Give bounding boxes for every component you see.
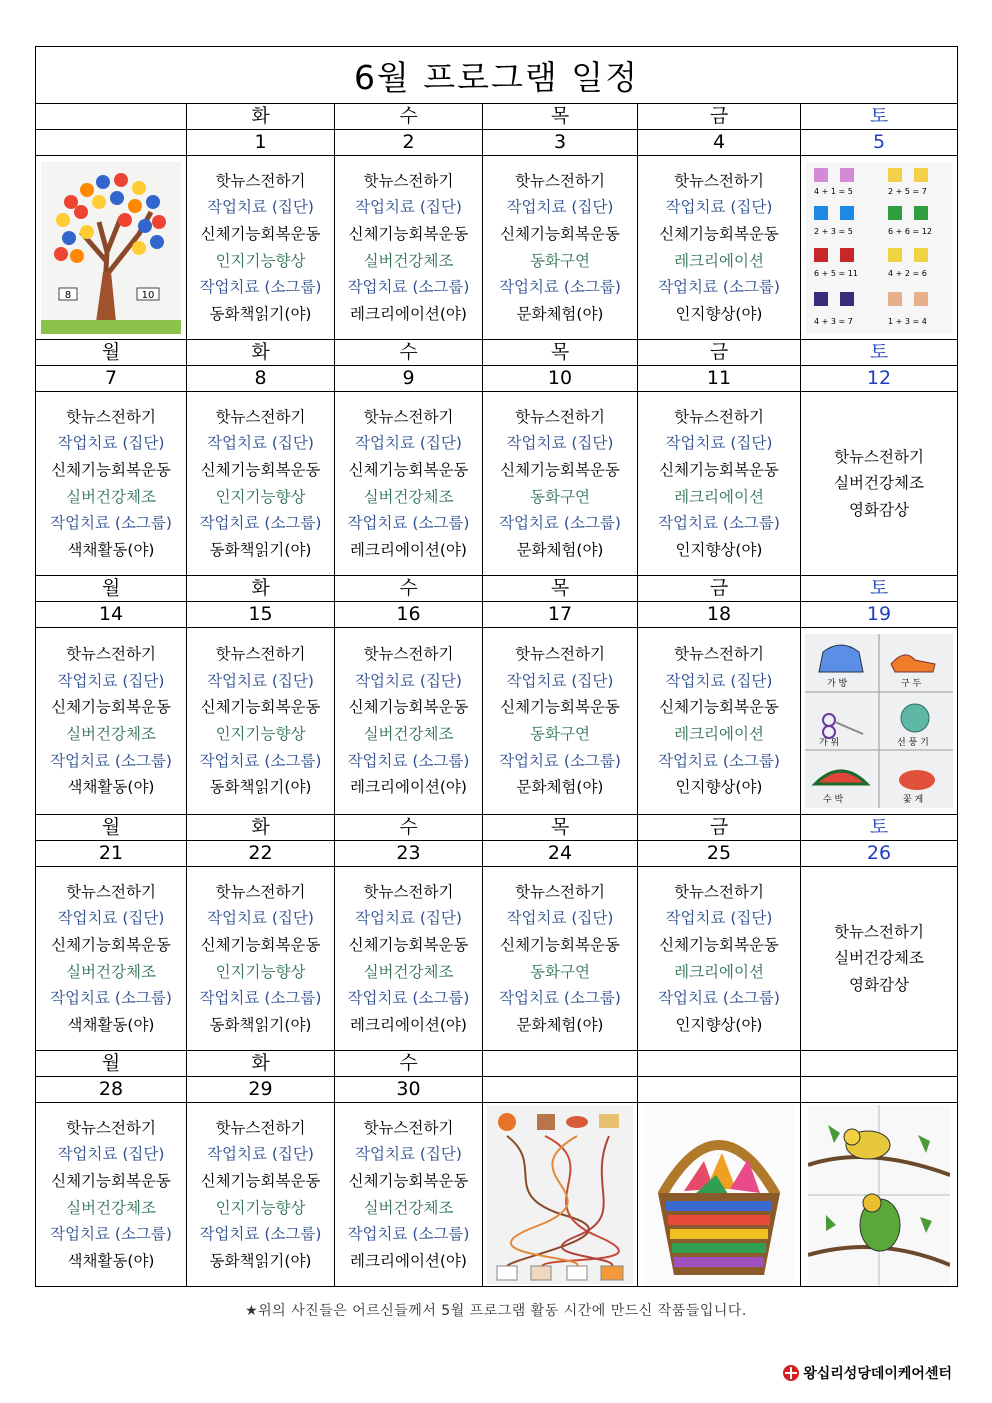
program-item: 작업치료 (소그룹) — [199, 278, 322, 297]
program-item: 실버건강체조 — [66, 962, 156, 981]
date-cell: 7 — [36, 366, 187, 392]
program-item: 핫뉴스전하기 — [363, 407, 454, 426]
program-item: 작업치료 (소그룹) — [50, 751, 172, 770]
day-header: 목 — [483, 815, 638, 841]
program-item: 레크리에이션 — [674, 487, 764, 506]
day-header: 금 — [638, 340, 801, 366]
program-item: 문화체험(야) — [516, 1015, 604, 1034]
program-item: 신체기능회복운동 — [51, 1171, 171, 1190]
program-item: 작업치료 (집단) — [207, 198, 314, 217]
program-item: 핫뉴스전하기 — [515, 645, 605, 664]
program-item: 작업치료 (집단) — [506, 671, 614, 690]
program-cell-mon-14 — [36, 628, 187, 815]
program-item: 핫뉴스전하기 — [215, 1118, 306, 1137]
program-item: 신체기능회복운동 — [500, 224, 620, 243]
program-item: 작업치료 (소그룹) — [50, 1225, 172, 1244]
schedule-sheet — [35, 46, 957, 1290]
program-item: 레크리에이션 — [674, 725, 764, 743]
program-item: 핫뉴스전하기 — [215, 407, 306, 426]
program-item: 영화감상 — [849, 500, 909, 519]
program-item: 레크리에이션(야) — [350, 1015, 467, 1034]
date-cell: 10 — [483, 366, 638, 392]
program-item: 인지향상(야) — [675, 304, 763, 323]
program-item: 신체기능회복운동 — [659, 460, 779, 479]
program-item: 작업치료 (소그룹) — [199, 1225, 322, 1244]
program-cell-tue-15 — [187, 628, 335, 815]
program-item: 실버건강체조 — [363, 962, 454, 981]
date-cell — [36, 130, 187, 156]
program-item: 실버건강체조 — [363, 251, 454, 270]
date-cell: 24 — [483, 841, 638, 867]
word-card-label: 꽃 게 — [903, 795, 924, 805]
schedule-table — [35, 46, 958, 1287]
date-cell-saturday: 26 — [801, 841, 958, 867]
date-cell — [483, 1077, 638, 1103]
program-item: 작업치료 (소그룹) — [199, 751, 322, 770]
date-cell: 18 — [638, 602, 801, 628]
program-item: 동화책읽기(야) — [209, 540, 312, 559]
program-item: 작업치료 (집단) — [355, 1145, 462, 1164]
program-item: 레크리에이션(야) — [350, 304, 467, 323]
program-item: 실버건강체조 — [834, 474, 924, 493]
program-cell-fri-18 — [638, 628, 801, 815]
program-item: 작업치료 (소그룹) — [347, 751, 470, 770]
date-cell: 1 — [187, 130, 335, 156]
program-item: 레크리에이션(야) — [350, 778, 467, 797]
program-item: 핫뉴스전하기 — [674, 407, 764, 426]
day-header: 수 — [335, 1051, 483, 1077]
dice-artwork-icon — [806, 162, 952, 334]
day-header — [801, 1051, 958, 1077]
program-item: 작업치료 (소그룹) — [658, 751, 780, 770]
date-cell: 21 — [36, 841, 187, 867]
program-item: 문화체험(야) — [516, 778, 604, 797]
dice-equation: 4 + 1 = 5 — [814, 186, 853, 196]
program-item: 작업치료 (집단) — [506, 434, 614, 453]
day-header — [36, 104, 187, 130]
program-item: 작업치료 (소그룹) — [499, 278, 621, 297]
program-item: 핫뉴스전하기 — [834, 447, 924, 466]
program-item: 핫뉴스전하기 — [515, 171, 605, 190]
program-item: 작업치료 (집단) — [665, 909, 773, 928]
day-header: 월 — [36, 340, 187, 366]
dice-equation: 6 + 5 = 11 — [814, 268, 858, 278]
date-cell — [801, 1077, 958, 1103]
program-item: 작업치료 (집단) — [207, 671, 314, 690]
date-cell: 11 — [638, 366, 801, 392]
program-item: 인지기능향상 — [215, 725, 306, 743]
program-item: 작업치료 (집단) — [355, 671, 462, 690]
program-item: 작업치료 (집단) — [355, 434, 462, 453]
program-item: 실버건강체조 — [363, 725, 454, 743]
day-header — [483, 1051, 638, 1077]
day-header: 화 — [187, 1051, 335, 1077]
day-header: 목 — [483, 104, 638, 130]
word-card-label: 가 방 — [827, 679, 848, 689]
program-item: 핫뉴스전하기 — [215, 645, 306, 664]
program-item: 핫뉴스전하기 — [215, 171, 306, 190]
program-cell-wed-23 — [335, 867, 483, 1051]
program-cell-wed-30 — [335, 1103, 483, 1287]
program-item: 핫뉴스전하기 — [215, 882, 306, 901]
dice-equation: 4 + 2 = 6 — [888, 268, 927, 278]
day-header: 금 — [638, 815, 801, 841]
program-cell-tue-1 — [187, 156, 335, 340]
program-item: 신체기능회복운동 — [200, 935, 321, 954]
program-item: 작업치료 (집단) — [207, 434, 314, 453]
day-header: 월 — [36, 1051, 187, 1077]
program-item: 실버건강체조 — [834, 949, 924, 968]
program-item: 신체기능회복운동 — [659, 698, 779, 717]
program-item: 신체기능회복운동 — [348, 1171, 469, 1190]
program-item: 작업치료 (소그룹) — [347, 514, 470, 533]
program-item: 실버건강체조 — [363, 487, 454, 506]
date-cell: 16 — [335, 602, 483, 628]
day-header: 수 — [335, 576, 483, 602]
program-item: 실버건강체조 — [363, 1198, 454, 1217]
program-item: 신체기능회복운동 — [500, 935, 620, 954]
program-cell-thu-24 — [483, 867, 638, 1051]
program-item: 작업치료 (집단) — [207, 1145, 314, 1164]
date-cell-saturday: 12 — [801, 366, 958, 392]
date-cell: 23 — [335, 841, 483, 867]
program-cell-mon-28 — [36, 1103, 187, 1287]
program-item: 동화책읽기(야) — [209, 304, 312, 323]
program-item: 핫뉴스전하기 — [515, 882, 605, 901]
program-item: 핫뉴스전하기 — [363, 882, 454, 901]
dice-equation: 1 + 3 = 4 — [888, 316, 927, 326]
date-cell: 15 — [187, 602, 335, 628]
program-item: 작업치료 (소그룹) — [347, 989, 470, 1008]
day-header: 화 — [187, 104, 335, 130]
day-header: 화 — [187, 815, 335, 841]
program-item: 작업치료 (소그룹) — [50, 989, 172, 1008]
date-cell: 3 — [483, 130, 638, 156]
program-item: 인지기능향상 — [215, 487, 306, 506]
program-item: 실버건강체조 — [66, 725, 156, 743]
program-item: 작업치료 (집단) — [665, 434, 773, 453]
day-header: 화 — [187, 340, 335, 366]
date-cell: 8 — [187, 366, 335, 392]
program-item: 문화체험(야) — [516, 304, 604, 323]
program-item: 인지기능향상 — [215, 962, 306, 981]
word-card-label: 구 두 — [901, 679, 922, 689]
day-header-saturday: 토 — [801, 576, 958, 602]
program-item: 작업치료 (집단) — [207, 909, 314, 928]
program-item: 인지기능향상 — [215, 251, 306, 270]
program-item: 작업치료 (집단) — [57, 671, 165, 690]
brand-footer — [783, 1363, 952, 1383]
program-item: 실버건강체조 — [66, 1198, 156, 1217]
program-item: 레크리에이션 — [674, 251, 764, 270]
program-item: 작업치료 (소그룹) — [347, 1225, 470, 1244]
date-cell — [638, 1077, 801, 1103]
artwork-dice-photo — [801, 156, 958, 340]
program-item: 인지기능향상 — [215, 1198, 306, 1217]
artwork-birds-photo — [801, 1103, 958, 1287]
program-item: 신체기능회복운동 — [348, 935, 469, 954]
program-cell-fri-11 — [638, 392, 801, 576]
program-item: 핫뉴스전하기 — [363, 171, 454, 190]
program-item: 신체기능회복운동 — [200, 698, 321, 717]
date-cell: 9 — [335, 366, 483, 392]
program-item: 신체기능회복운동 — [51, 935, 171, 954]
program-item: 색채활동(야) — [67, 1251, 155, 1270]
date-cell: 28 — [36, 1077, 187, 1103]
program-item: 동화책읽기(야) — [209, 1251, 312, 1270]
program-item: 작업치료 (집단) — [506, 198, 614, 217]
program-item: 신체기능회복운동 — [659, 935, 779, 954]
program-item: 신체기능회복운동 — [200, 1171, 321, 1190]
program-item: 작업치료 (집단) — [665, 671, 773, 690]
program-cell-mon-7 — [36, 392, 187, 576]
program-item: 핫뉴스전하기 — [66, 882, 156, 901]
program-cell-tue-29 — [187, 1103, 335, 1287]
dice-equation: 6 + 6 = 12 — [888, 226, 932, 236]
date-cell: 29 — [187, 1077, 335, 1103]
birds-coloring-artwork-icon — [808, 1105, 950, 1285]
date-cell-saturday: 5 — [801, 130, 958, 156]
program-cell-thu-3 — [483, 156, 638, 340]
word-card-label: 수 박 — [823, 795, 844, 805]
program-item: 신체기능회복운동 — [659, 224, 779, 243]
date-cell: 17 — [483, 602, 638, 628]
program-item: 색채활동(야) — [67, 778, 155, 797]
program-cell-wed-16 — [335, 628, 483, 815]
program-item: 작업치료 (소그룹) — [199, 989, 322, 1008]
program-cell-fri-25 — [638, 867, 801, 1051]
program-item: 핫뉴스전하기 — [674, 645, 764, 664]
program-cell-sat-26 — [801, 867, 958, 1051]
program-item: 색채활동(야) — [67, 1015, 155, 1034]
program-item: 신체기능회복운동 — [348, 224, 469, 243]
day-header: 월 — [36, 815, 187, 841]
date-cell: 22 — [187, 841, 335, 867]
program-item: 영화감상 — [849, 975, 909, 994]
program-item: 인지향상(야) — [675, 1015, 763, 1034]
program-item: 작업치료 (소그룹) — [499, 751, 621, 770]
page-title: 6월 프로그램 일정 — [36, 47, 958, 104]
tree-count-label: 8 — [64, 289, 72, 301]
program-item: 작업치료 (집단) — [57, 434, 165, 453]
program-item: 색채활동(야) — [67, 540, 155, 559]
program-cell-sat-12 — [801, 392, 958, 576]
program-item: 인지향상(야) — [675, 778, 763, 797]
day-header: 수 — [335, 340, 483, 366]
caritas-cross-icon — [783, 1365, 799, 1381]
program-item: 신체기능회복운동 — [348, 698, 469, 717]
program-item: 문화체험(야) — [516, 540, 604, 559]
day-header: 금 — [638, 576, 801, 602]
program-item: 작업치료 (소그룹) — [499, 514, 621, 533]
program-item: 핫뉴스전하기 — [674, 882, 764, 901]
program-cell-tue-8 — [187, 392, 335, 576]
program-item: 핫뉴스전하기 — [66, 645, 156, 664]
program-item: 동화책읽기(야) — [209, 1015, 312, 1034]
program-item: 핫뉴스전하기 — [66, 407, 156, 426]
program-item: 레크리에이션 — [674, 962, 764, 981]
program-item: 작업치료 (집단) — [355, 909, 462, 928]
day-header: 수 — [335, 815, 483, 841]
program-cell-thu-17 — [483, 628, 638, 815]
dice-equation: 2 + 5 = 7 — [888, 186, 927, 196]
day-header-saturday: 토 — [801, 104, 958, 130]
program-item: 핫뉴스전하기 — [66, 1118, 156, 1137]
artwork-maze-photo — [483, 1103, 638, 1287]
program-item: 작업치료 (집단) — [355, 198, 462, 217]
program-cell-fri-4 — [638, 156, 801, 340]
program-item: 동화구연 — [530, 487, 590, 506]
program-item: 레크리에이션(야) — [350, 1251, 467, 1270]
tree-count-label: 10 — [141, 289, 155, 301]
program-item: 신체기능회복운동 — [200, 224, 321, 243]
program-item: 신체기능회복운동 — [500, 460, 620, 479]
program-item: 작업치료 (집단) — [57, 1145, 165, 1164]
line-maze-artwork-icon — [487, 1106, 633, 1284]
tree-artwork-icon — [41, 162, 181, 334]
flower-basket-artwork-icon — [644, 1105, 794, 1285]
program-item: 핫뉴스전하기 — [363, 645, 454, 664]
program-item: 신체기능회복운동 — [51, 698, 171, 717]
day-header-saturday: 토 — [801, 340, 958, 366]
program-item: 실버건강체조 — [66, 487, 156, 506]
program-item: 신체기능회복운동 — [200, 460, 321, 479]
program-item: 레크리에이션(야) — [350, 540, 467, 559]
program-item: 작업치료 (집단) — [57, 909, 165, 928]
program-item: 동화구연 — [530, 251, 590, 270]
program-cell-wed-9 — [335, 392, 483, 576]
program-item: 신체기능회복운동 — [51, 460, 171, 479]
date-cell: 25 — [638, 841, 801, 867]
day-header: 목 — [483, 576, 638, 602]
day-header: 월 — [36, 576, 187, 602]
date-cell: 30 — [335, 1077, 483, 1103]
date-cell: 2 — [335, 130, 483, 156]
program-item: 인지향상(야) — [675, 540, 763, 559]
program-item: 작업치료 (소그룹) — [499, 989, 621, 1008]
program-item: 동화구연 — [530, 962, 590, 981]
program-item: 작업치료 (소그룹) — [658, 514, 780, 533]
program-item: 동화구연 — [530, 725, 590, 743]
day-header: 목 — [483, 340, 638, 366]
word-card-label: 선 풍 기 — [897, 738, 929, 748]
program-item: 핫뉴스전하기 — [674, 171, 764, 190]
program-item: 핫뉴스전하기 — [834, 922, 924, 941]
artwork-tree-photo — [36, 156, 187, 340]
program-item: 작업치료 (소그룹) — [347, 278, 470, 297]
day-header — [638, 1051, 801, 1077]
program-item: 작업치료 (집단) — [506, 909, 614, 928]
program-item: 동화책읽기(야) — [209, 778, 312, 797]
program-item: 신체기능회복운동 — [348, 460, 469, 479]
day-header: 수 — [335, 104, 483, 130]
program-cell-mon-21 — [36, 867, 187, 1051]
day-header: 금 — [638, 104, 801, 130]
program-item: 작업치료 (소그룹) — [658, 989, 780, 1008]
program-cell-thu-10 — [483, 392, 638, 576]
program-cell-wed-2 — [335, 156, 483, 340]
program-item: 신체기능회복운동 — [500, 698, 620, 717]
program-cell-tue-22 — [187, 867, 335, 1051]
program-item: 작업치료 (소그룹) — [199, 514, 322, 533]
day-header: 화 — [187, 576, 335, 602]
dice-equation: 4 + 3 = 7 — [814, 316, 853, 326]
program-item: 핫뉴스전하기 — [515, 407, 605, 426]
artwork-words-photo — [801, 628, 958, 815]
artwork-basket-photo — [638, 1103, 801, 1287]
brand-name: 왕십리성당데이케어센터 — [803, 1366, 952, 1382]
program-item: 작업치료 (집단) — [665, 198, 773, 217]
program-item: 핫뉴스전하기 — [363, 1118, 454, 1137]
footnote: ★위의 사진들은 어르신들께서 5월 프로그램 활동 시간에 만드신 작품들입니다. — [245, 1303, 747, 1319]
date-cell: 4 — [638, 130, 801, 156]
word-cards-artwork-icon — [805, 634, 953, 808]
date-cell-saturday: 19 — [801, 602, 958, 628]
program-item: 작업치료 (소그룹) — [50, 514, 172, 533]
word-card-label: 가 위 — [819, 738, 840, 748]
day-header-saturday: 토 — [801, 815, 958, 841]
dice-equation: 2 + 3 = 5 — [814, 226, 853, 236]
program-item: 작업치료 (소그룹) — [658, 278, 780, 297]
date-cell: 14 — [36, 602, 187, 628]
